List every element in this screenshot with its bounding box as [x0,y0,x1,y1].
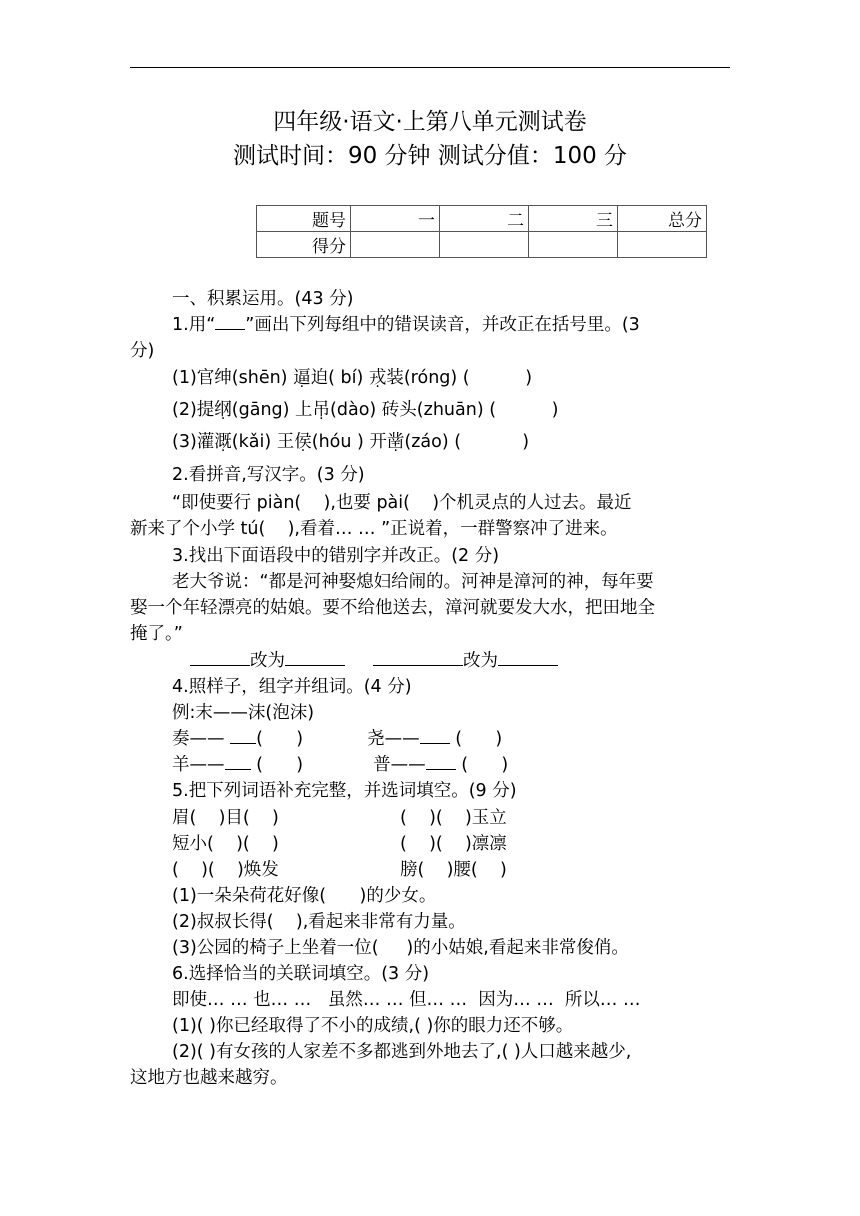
q5-row-2: 短小( )( ) [172,834,279,854]
q5-sentence-1: (1)一朵朵荷花好像( )的少女。 [172,886,437,906]
answer-blank[interactable] [498,665,558,666]
answer-blank[interactable] [373,665,463,666]
q3-line-1: 老大爷说：“都是河神娶熄妇给闹的。河神是漳河的神，每年要 [172,572,654,592]
q1-item-text: (3)灌 [172,432,215,452]
q5-prompt: 5.把下列词语补充完整，并选词填空。(9 分) [172,781,517,801]
q1-prompt-b: ”画出下列每组中的错误读音，并改正在括号里。(3 [245,315,640,335]
score-cell[interactable] [618,232,707,258]
q3-answer-row [190,648,558,674]
q5-row-2b: ( )( )凛凛 [400,834,507,854]
q5-word: 眉( )目( ) [172,808,279,828]
q4-char: 普—— [373,755,426,775]
answer-blank[interactable] [190,665,250,666]
q4-row-1 [172,726,502,752]
dotted-char: 吊 [312,400,331,420]
q4-paren: ( ) [461,755,509,775]
q1-item-text: 装(róng) ( ) [386,368,533,388]
q6-sentence-1: (1)( )你已经取得了不小的成绩,( )你的眼力还不够。 [172,1016,574,1036]
top-rule [130,67,730,68]
q3-line-2: 娶一个年轻漂亮的姑娘。要不给他送去，漳河就要发大水，把田地全 [130,598,655,618]
q1-prompt-cont: 分) [130,341,155,361]
q1-item-text: (gāng) 上 [231,400,313,420]
score-header-cell: 题号 [257,206,351,232]
q2-line-2: 新来了个小学 tú( ),看着… … ”正说着，一群警察冲了进来。 [130,519,618,539]
q6-options: 即使… … 也… … 虽然… … 但… … 因为… … 所以… … [172,990,641,1010]
q4-paren: ( ) [256,729,304,749]
q6-sentence-2: (2)( )有女孩的人家差不多都逃到外地去了,( )人口越来越少, [172,1042,632,1062]
q4-example: 例:末——沫(泡沫) [172,703,315,723]
q6-sentence-2-cont: 这地方也越来越穷。 [130,1068,288,1088]
q1-item-text: (1)官绅(shēn) [172,368,294,388]
score-table [256,205,707,258]
dotted-char: 溉 [214,432,232,452]
answer-blank[interactable] [285,665,345,666]
q4-char: 尧—— [367,729,420,749]
q1-prompt-a: 1.用“ [172,315,216,335]
q1-item-text: (kǎi) 王 [231,432,295,452]
q4-char: 奏—— [172,729,225,749]
answer-blank[interactable] [420,743,450,744]
q5-row-1 [172,805,279,831]
q5-sentence-2: (2)叔叔长得( ),看起来非常有力量。 [172,912,466,932]
dotted-char: 纲 [214,400,232,420]
q3-prompt: 3.找出下面语段中的错别字并改正。(2 分) [172,546,500,566]
q1-item-text: (záo) ( ) [404,432,530,452]
q4-char: 羊—— [172,755,225,775]
page-subtitle: 测试时间：90 分钟 测试分值：100 分 [232,143,628,169]
q1-item-text: (2)提 [172,400,215,420]
q1-item-text: (hóu ) 开 [311,432,387,452]
section-heading: 一、积累运用。(43 分) [172,289,354,309]
dotted-char: 凿 [386,432,405,452]
q1-prompt [172,312,640,338]
score-cell[interactable] [440,232,529,258]
q1-item-1 [172,365,532,391]
q1-item-3 [172,429,529,455]
fix-label: 改为 [463,651,498,671]
q4-prompt: 4.照样子，组字并组词。(4 分) [172,677,412,697]
answer-blank[interactable] [225,769,251,770]
q2-line-1: “即使要行 piàn( ),也要 pài( )个机灵点的人过去。最近 [172,493,632,513]
q2-prompt: 2.看拼音,写汉字。(3 分) [172,465,365,485]
q4-paren: ( ) [256,755,304,775]
score-value-row [257,232,707,258]
score-cell[interactable] [351,232,440,258]
dotted-char: 侯 [294,432,312,452]
dotted-char: 戎 [368,368,387,388]
score-header-cell: 总分 [618,206,707,232]
fix-label: 改为 [250,651,285,671]
underline-sample [215,329,245,330]
q1-item-2 [172,397,559,423]
dotted-char: 逼 [293,368,311,388]
q4-row-2 [172,752,508,778]
answer-blank[interactable] [426,769,456,770]
q6-prompt: 6.选择恰当的关联词填空。(3 分) [172,964,430,984]
q5-row-1b: ( )( )玉立 [400,808,507,828]
score-cell[interactable] [529,232,618,258]
q4-paren: ( ) [455,729,503,749]
q5-row-3b: 膀( )腰( ) [400,860,507,880]
score-row-label: 得分 [257,232,351,258]
q5-sentence-3: (3)公园的椅子上坐着一位( )的小姑娘,看起来非常俊俏。 [172,938,629,958]
q1-item-text: (dào) 砖头(zhuān) ( ) [330,400,559,420]
score-header-cell: 一 [351,206,440,232]
score-header-cell: 二 [440,206,529,232]
score-header-cell: 三 [529,206,618,232]
score-header-row [257,206,707,232]
q5-row-3: ( )( )焕发 [172,860,279,880]
page-title: 四年级·语文·上第八单元测试卷 [273,109,587,135]
answer-blank[interactable] [230,743,256,744]
q3-line-3: 掩了。” [130,624,183,644]
q1-item-text: 迫( bí) [310,368,369,388]
